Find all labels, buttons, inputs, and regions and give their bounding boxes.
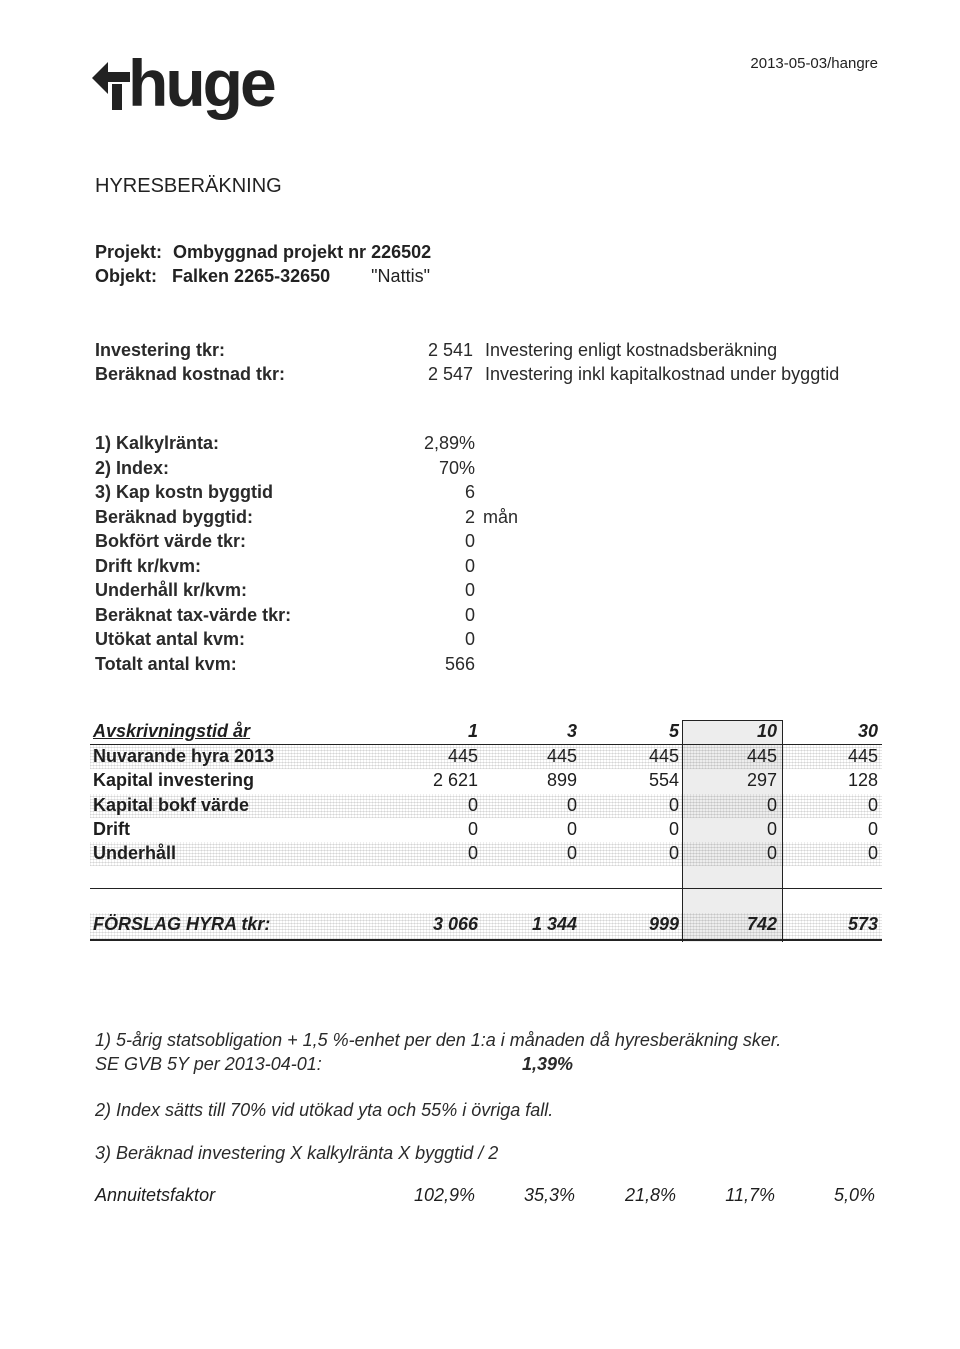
table-cell: 445 <box>546 746 577 766</box>
total-cell: 999 <box>648 914 679 934</box>
annuity-row <box>95 1185 880 1211</box>
table-row <box>90 842 882 866</box>
column-header: 30 <box>857 721 878 741</box>
row-label: Underhåll <box>93 843 177 864</box>
table-cell: 0 <box>566 818 577 839</box>
annuity-value: 102,9% <box>413 1185 475 1205</box>
parameter-list <box>95 433 545 678</box>
param-row <box>95 458 545 483</box>
annuity-value: 11,7% <box>725 1185 775 1205</box>
document-reference: 2013-05-03/hangre <box>750 55 878 72</box>
table-cell: 0 <box>467 794 478 815</box>
param-row <box>95 531 545 556</box>
param-label: Utökat antal kvm: <box>95 629 246 649</box>
header-label: Avskrivningstid år <box>93 721 251 741</box>
objekt-value: Falken 2265-32650 <box>172 266 331 286</box>
projekt-label: Projekt: <box>95 242 163 262</box>
param-value: 6 <box>464 482 475 502</box>
table-cell: 899 <box>546 770 577 791</box>
table-separator <box>90 888 882 889</box>
table-cell: 0 <box>566 843 577 864</box>
param-value: 0 <box>464 580 475 600</box>
table-cell: 0 <box>867 794 878 815</box>
param-value: 2,89% <box>423 433 475 453</box>
calculated-cost-label: Beräknad kostnad tkr: <box>95 364 286 384</box>
table-cell: 0 <box>867 843 878 864</box>
param-value: 70% <box>438 457 475 478</box>
param-value: 0 <box>464 629 475 649</box>
column-header: 1 <box>467 721 478 741</box>
project-line <box>95 242 431 263</box>
footnote-3: 3) Beräknad investering X kalkylränta X byggtid / 2 <box>95 1143 499 1163</box>
param-value: 2 <box>464 506 475 527</box>
param-unit: mån <box>483 506 519 527</box>
table-header <box>90 720 882 745</box>
table-cell: 445 <box>648 746 679 766</box>
annuity-value: 21,8% <box>624 1185 676 1205</box>
param-value: 0 <box>464 555 475 576</box>
table-cell: 0 <box>668 843 679 864</box>
table-cell: 0 <box>766 818 777 839</box>
footnote-2: 2) Index sätts till 70% vid utökad yta och 55% i övriga fall. <box>95 1100 554 1120</box>
table-cell: 0 <box>467 818 478 839</box>
footnote-1b-value: 1,39% <box>522 1054 574 1074</box>
objekt-label: Objekt: <box>95 266 158 286</box>
total-cell: 742 <box>746 914 777 934</box>
param-row <box>95 507 545 532</box>
table-cell: 0 <box>566 794 577 815</box>
param-label: Drift kr/kvm: <box>95 555 202 576</box>
calculated-cost-value: 2 547 <box>428 364 474 384</box>
table-cell: 297 <box>746 770 777 791</box>
table-cell: 0 <box>867 818 878 839</box>
param-label: Underhåll kr/kvm: <box>95 580 248 600</box>
column-header: 5 <box>668 721 679 741</box>
footnote-1: 1) 5-årig statsobligation + 1,5 %-enhet per den 1:a i månaden då hyresberäkning sker. <box>95 1030 782 1050</box>
table-cell: 445 <box>746 746 777 766</box>
table-cell: 128 <box>847 770 878 791</box>
param-label: 3) Kap kostn byggtid <box>95 482 274 502</box>
company-logo <box>88 38 308 128</box>
investment-description: Investering enligt kostnadsberäkning <box>485 340 778 360</box>
total-row <box>90 913 882 941</box>
row-label: Kapital bokf värde <box>93 794 250 815</box>
table-cell: 445 <box>847 746 878 766</box>
rent-table <box>90 720 882 866</box>
investment-label: Investering tkr: <box>95 340 226 360</box>
param-label: 2) Index: <box>95 457 170 478</box>
table-row <box>90 745 882 769</box>
row-label: Nuvarande hyra 2013 <box>93 746 275 766</box>
table-row <box>90 794 882 818</box>
object-line <box>95 266 430 287</box>
total-label: FÖRSLAG HYRA tkr: <box>93 914 271 934</box>
param-value: 0 <box>464 604 475 625</box>
footnote-1b-label: SE GVB 5Y per 2013-04-01: <box>95 1054 322 1074</box>
param-row <box>95 605 545 630</box>
annuity-label: Annuitetsfaktor <box>95 1185 216 1205</box>
param-label: Beräknat tax-värde tkr: <box>95 604 292 625</box>
table-row <box>90 769 882 793</box>
param-row <box>95 433 545 458</box>
annuity-value: 35,3% <box>523 1185 575 1205</box>
total-cell: 1 344 <box>531 914 577 934</box>
param-label: Beräknad byggtid: <box>95 506 254 527</box>
param-label: Totalt antal kvm: <box>95 653 237 674</box>
projekt-value: Ombyggnad projekt nr 226502 <box>173 242 432 262</box>
table-cell: 554 <box>648 770 679 791</box>
total-cell: 3 066 <box>432 914 478 934</box>
param-row <box>95 556 545 581</box>
table-cell: 0 <box>467 843 478 864</box>
table-cell: 445 <box>447 746 478 766</box>
annuity-value: 5,0% <box>833 1185 875 1205</box>
table-cell: 0 <box>766 794 777 815</box>
param-row <box>95 654 545 679</box>
row-label: Drift <box>93 818 130 839</box>
objekt-nickname: "Nattis" <box>371 266 430 286</box>
logo-text: huge <box>128 46 274 120</box>
param-value: 566 <box>444 653 475 674</box>
total-cell: 573 <box>847 914 878 934</box>
param-label: Bokfört värde tkr: <box>95 531 247 551</box>
table-row <box>90 818 882 842</box>
investment-value: 2 541 <box>428 340 474 360</box>
table-cell: 2 621 <box>432 770 478 791</box>
row-label: Kapital investering <box>93 770 255 791</box>
param-value: 0 <box>464 531 475 551</box>
param-row <box>95 629 545 654</box>
table-cell: 0 <box>668 794 679 815</box>
table-cell: 0 <box>668 818 679 839</box>
page-title: HYRESBERÄKNING <box>95 175 282 197</box>
param-row <box>95 482 545 507</box>
table-cell: 0 <box>766 843 777 864</box>
column-header: 10 <box>756 721 777 741</box>
calculated-cost-description: Investering inkl kapitalkostnad under byggtid <box>485 364 840 384</box>
column-header: 3 <box>566 721 577 741</box>
param-row <box>95 580 545 605</box>
param-label: 1) Kalkylränta: <box>95 433 220 453</box>
